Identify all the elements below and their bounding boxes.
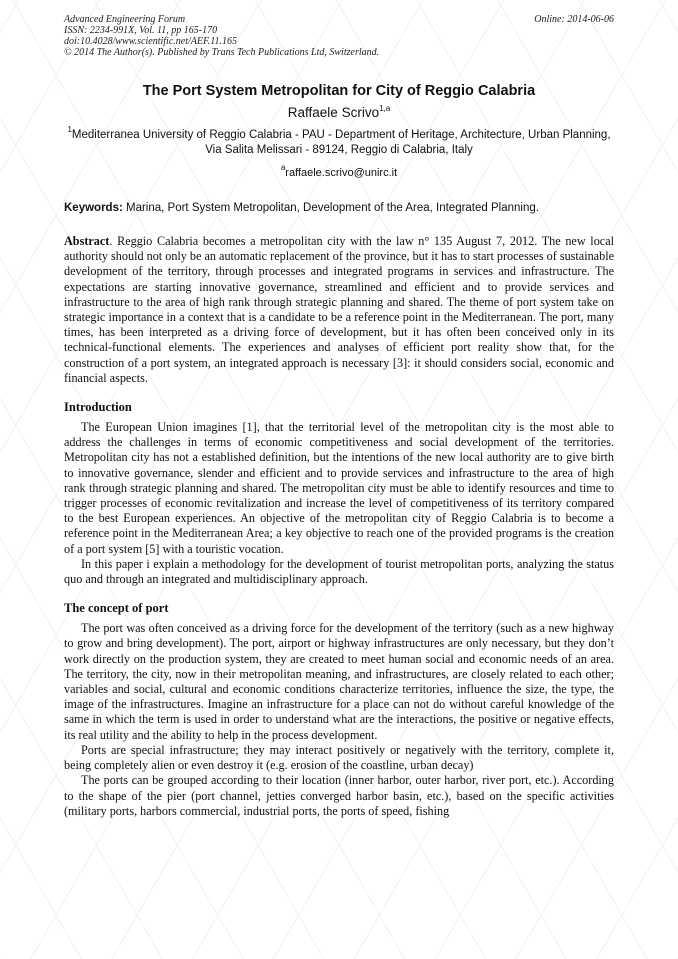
- author-superscript: 1,a: [379, 104, 391, 113]
- abstract-text: . Reggio Calabria becomes a metropolitan city with the law n° 135 August 7, 2012. The new local authority should not only be an automatic replacement of the province, but it has to start processes of sustainable development of the territory, through processes and integrated programs in services and infrastructure. The expectations are starting innovative governance, streamlined and efficient and to provide services and infrastructure to the area of high rank through strategic planning and shared. The theme of port system take on strategic importance in a context that is a candidate to be a reference point in the Mediterranean. The port, many times, has been interpreted as a driving force of development, but it has often been conceived only in its technical-functional elements. The experiences and analyses of efficient port reality show that, for the construction of a port system, an integrated approach is necessary [3]: it should considers social, economic and financial aspects.: [64, 234, 614, 385]
- keywords-label: Keywords:: [64, 202, 123, 214]
- keywords-text: Marina, Port System Metropolitan, Development of the Area, Integrated Planning.: [126, 202, 539, 214]
- paragraph: Ports are special infrastructure; they may interact positively or negatively with the territory, complete it, being completely alien or even destroy it (e.g. erosion of the coastline, urban decay): [64, 742, 614, 773]
- section-introduction: [64, 400, 614, 587]
- keywords: [64, 201, 614, 215]
- journal-header: [64, 14, 614, 58]
- affiliation-text: Mediterranea University of Reggio Calabria - PAU - Department of Heritage, Architecture, Urban Planning, Via Salita Melissari - 89124, Reggio di Calabria, Italy: [71, 129, 611, 156]
- paragraph: The port was often conceived as a driving force for the development of the territory (such as a new highway to grow and bring development). The port, airport or highway infrastructures are only necessary, but they don’t work directly on the production system, they are created to meet human social and economic needs of an area. The territory, the city, now in their metropolitan meaning, and infrastructures, are closely related to each other; variables and social, cultural and economic conditions characterize territories, influence the size, the type, the image of the infrastructures. Imagine an infrastructure for a place can not do without careful knowledge of the same in which the term is used in order to understand what are the interactions, the positive or negative effects, its real utility and the ability to help in the process development.: [64, 621, 614, 742]
- author-line: [64, 104, 614, 122]
- journal-doi: doi:10.4028/www.scientific.net/AEF.11.165: [64, 36, 238, 47]
- journal-issn: ISSN: 2234-991X, Vol. 11, pp 165-170: [64, 25, 218, 36]
- author-email: [64, 163, 614, 180]
- section-concept-of-port: [64, 601, 614, 819]
- paper-page: [64, 14, 614, 819]
- email-superscript: a: [280, 163, 286, 172]
- section-heading: The concept of port: [64, 601, 169, 616]
- affiliation-superscript: 1: [67, 125, 72, 134]
- section-heading: Introduction: [64, 400, 132, 415]
- email-text[interactable]: raffaele.scrivo@unirc.it: [285, 167, 398, 179]
- online-date: Online: 2014-06-06: [534, 14, 614, 25]
- abstract: [64, 234, 614, 386]
- paragraph: The ports can be grouped according to their location (inner harbor, outer harbor, river port, etc.). According to the shape of the pier (port channel, jetties converged harbor basin, etc.), based on the specific activities (military ports, harbors commercial, industrial ports, the ports of speed, fishing: [64, 773, 614, 818]
- author-name: Raffaele Scrivo: [287, 105, 380, 120]
- copyright-notice: © 2014 The Author(s). Published by Trans Tech Publications Ltd, Switzerland.: [64, 47, 380, 58]
- journal-name: Advanced Engineering Forum: [64, 14, 186, 25]
- paper-title: The Port System Metropolitan for City of Reggio Calabria: [142, 83, 536, 99]
- paragraph: In this paper i explain a methodology for the development of tourist metropolitan ports, analyzing the status quo and through an integrated and multidisciplinary approach.: [64, 556, 614, 587]
- paragraph: The European Union imagines [1], that the territorial level of the metropolitan city is the most able to address the challenges in terms of economic competitiveness and social development of the territories. Metropolitan city has not a established definition, but the intentions of the new local authority are to give birth to innovative governance, slender and efficient and to provide services and infrastructure to the area of high rank through strategic planning and shared. The metropolitan city must be able to identify resources and time to trigger processes of economic revitalization and increase the level of competitiveness of its territory compared to the best European experiences. An objective of the metropolitan city of Reggio Calabria is to become a reference point in the Mediterranean Area; a key objective to reach one of the provided programs is the creation of a port system [5] with a touristic vocation.: [64, 420, 614, 556]
- abstract-label: Abstract: [64, 234, 110, 248]
- affiliation: [64, 125, 614, 158]
